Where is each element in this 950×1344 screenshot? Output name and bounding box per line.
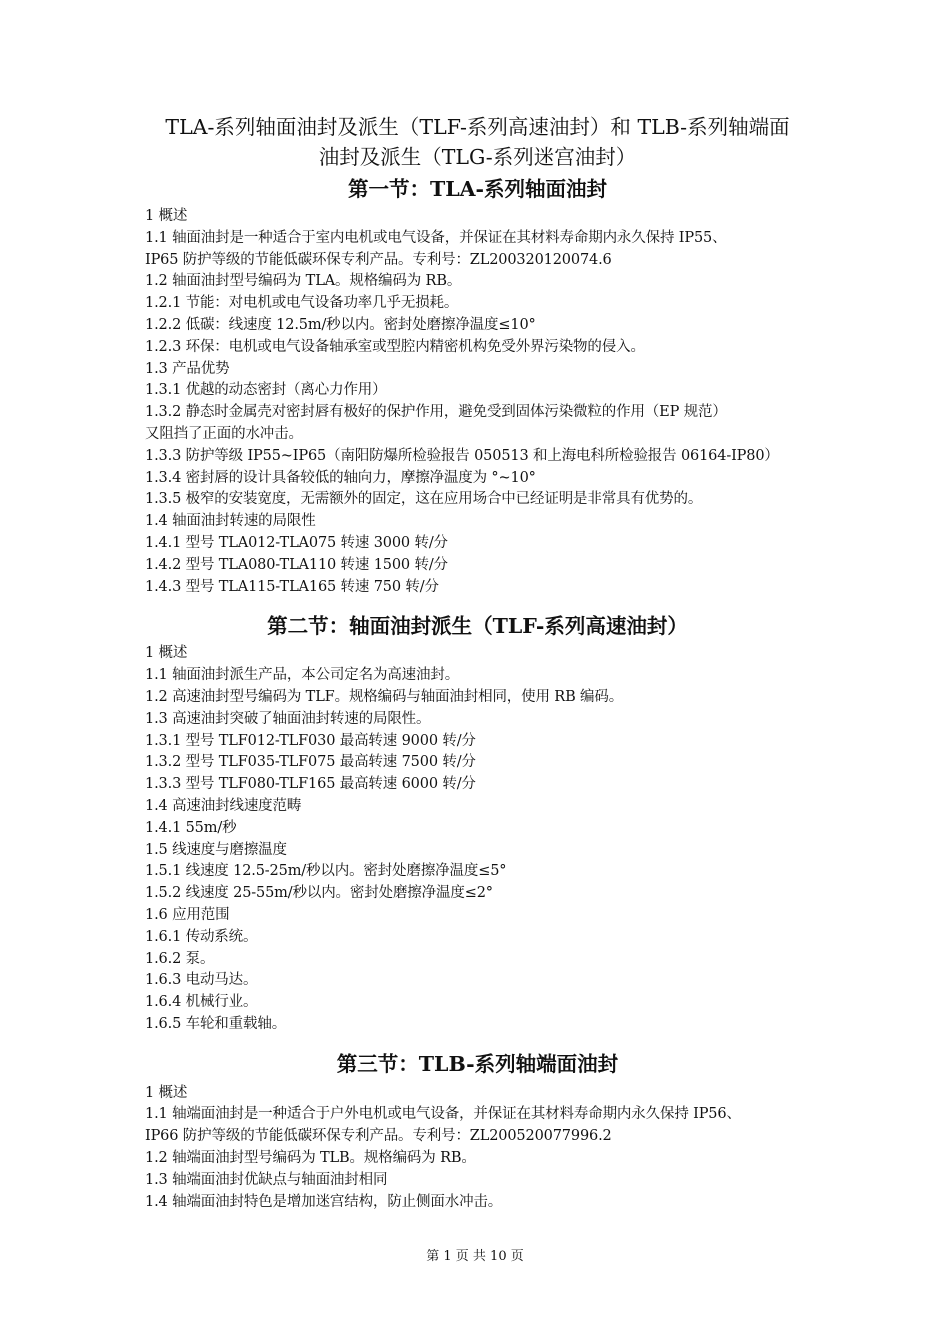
text-line: 1.3.1 优越的动态密封（离心力作用） — [145, 382, 387, 399]
text-line: 1.4.1 型号 TLA012-TLA075 转速 3000 转/分 — [145, 534, 448, 551]
text-line: 1.2.2 低碳：线速度 12.5m/秒以内。密封处磨擦净温度≤10° — [145, 316, 536, 333]
text-line: 1.3 轴端面油封优缺点与轴面油封相同 — [145, 1171, 388, 1188]
text-line: 1.4.3 型号 TLA115-TLA165 转速 750 转/分 — [145, 578, 439, 595]
document-title-line-1: TLA-系列轴面油封及派生（TLF-系列高速油封）和 TLB-系列轴端面 — [165, 115, 790, 139]
text-line: 1.3.3 防护等级 IP55~IP65（南阳防爆所检验报告 050513 和上海电科所检验报告 06164-IP80） — [145, 447, 779, 464]
text-line: 1.2 高速油封型号编码为 TLF。规格编码与轴面油封相同，使用 RB 编码。 — [145, 688, 624, 705]
text-line: 1.3.2 型号 TLF035-TLF075 最高转速 7500 转/分 — [145, 754, 476, 771]
text-line: 1.6.3 电动马达。 — [145, 972, 258, 989]
text-line: 1.3 产品优势 — [145, 360, 230, 377]
text-line: 1.4 轴端面油封特色是增加迷宫结构，防止侧面水冲击。 — [145, 1193, 503, 1210]
text-line: 1.2 轴端面油封型号编码为 TLB。规格编码为 RB。 — [145, 1150, 476, 1167]
text-line: 1 概述 — [145, 1084, 188, 1101]
text-line: 1.1 轴端面油封是一种适合于户外电机或电气设备，并保证在其材料寿命期内永久保持 IP56、 — [145, 1106, 741, 1123]
text-line: 1.3.4 密封唇的设计具备较低的轴向力，摩擦净温度为 °~10° — [145, 469, 536, 486]
document-title-line-2: 油封及派生（TLG-系列迷宫油封） — [318, 145, 637, 169]
text-line: 1 概述 — [145, 645, 188, 662]
text-line: 1.3.2 静态时金属壳对密封唇有极好的保护作用，避免受到固体污染微粒的作用（EP 规范） — [145, 404, 727, 421]
text-line: 1.2 轴面油封型号编码为 TLA。规格编码为 RB。 — [145, 273, 462, 290]
section-body — [145, 206, 810, 598]
text-line: 1.6 应用范围 — [145, 906, 230, 923]
section-heading: 第二节：轴面油封派生（TLF-系列高速油封） — [267, 614, 688, 639]
section-heading: 第一节：TLA-系列轴面油封 — [347, 177, 608, 201]
text-line: 1.3.5 极窄的安装宽度，无需额外的固定，这在应用场合中已经证明是非常具有优势的。 — [145, 491, 703, 508]
text-line: 1.3.3 型号 TLF080-TLF165 最高转速 6000 转/分 — [145, 776, 476, 793]
text-line: 1.5.2 线速度 25-55m/秒以内。密封处磨擦净温度≤2° — [145, 885, 493, 902]
text-line: 1.6.5 车轮和重载轴。 — [145, 1015, 287, 1032]
page-content — [145, 112, 810, 1213]
text-line: 1.4.2 型号 TLA080-TLA110 转速 1500 转/分 — [145, 556, 448, 573]
text-line: 1.1 轴面油封是一种适合于室内电机或电气设备，并保证在其材料寿命期内永久保持 IP55、 — [145, 229, 727, 246]
text-line: 1.4 轴面油封转速的局限性 — [145, 513, 316, 530]
section-heading: 第三节：TLB-系列轴端面油封 — [336, 1051, 619, 1076]
text-line: 又阻挡了正面的水冲击。 — [145, 425, 303, 442]
text-line: 1.3 高速油封突破了轴面油封转速的局限性。 — [145, 710, 431, 727]
text-line: IP65 防护等级的节能低碳环保专利产品。专利号：ZL200320120074.6 — [145, 251, 612, 268]
page-footer — [0, 1247, 950, 1267]
text-line: 1.6.1 传动系统。 — [145, 928, 258, 945]
text-line: 1.5.1 线速度 12.5-25m/秒以内。密封处磨擦净温度≤5° — [145, 863, 507, 880]
text-line: 1.2.3 环保：电机或电气设备轴承室或型腔内精密机构免受外界污染物的侵入。 — [145, 338, 645, 355]
text-line: 1.6.2 泵。 — [145, 950, 215, 967]
text-line: IP66 防护等级的节能低碳环保专利产品。专利号：ZL200520077996.2 — [145, 1128, 612, 1145]
section-body — [145, 643, 810, 1035]
text-line: 1.6.4 机械行业。 — [145, 994, 258, 1011]
text-line: 1 概述 — [145, 208, 188, 224]
text-line: 1.2.1 节能：对电机或电气设备功率几乎无损耗。 — [145, 295, 459, 312]
text-line: 1.3.1 型号 TLF012-TLF030 最高转速 9000 转/分 — [145, 732, 476, 749]
section-body — [145, 1083, 810, 1214]
page-number: 第 1 页 共 10 页 — [426, 1249, 524, 1264]
text-line: 1.4 高速油封线速度范畴 — [145, 797, 302, 814]
text-line: 1.5 线速度与磨擦温度 — [145, 841, 287, 858]
text-line: 1.1 轴面油封派生产品，本公司定名为高速油封。 — [145, 667, 460, 684]
text-line: 1.4.1 55m/秒 — [145, 819, 237, 836]
